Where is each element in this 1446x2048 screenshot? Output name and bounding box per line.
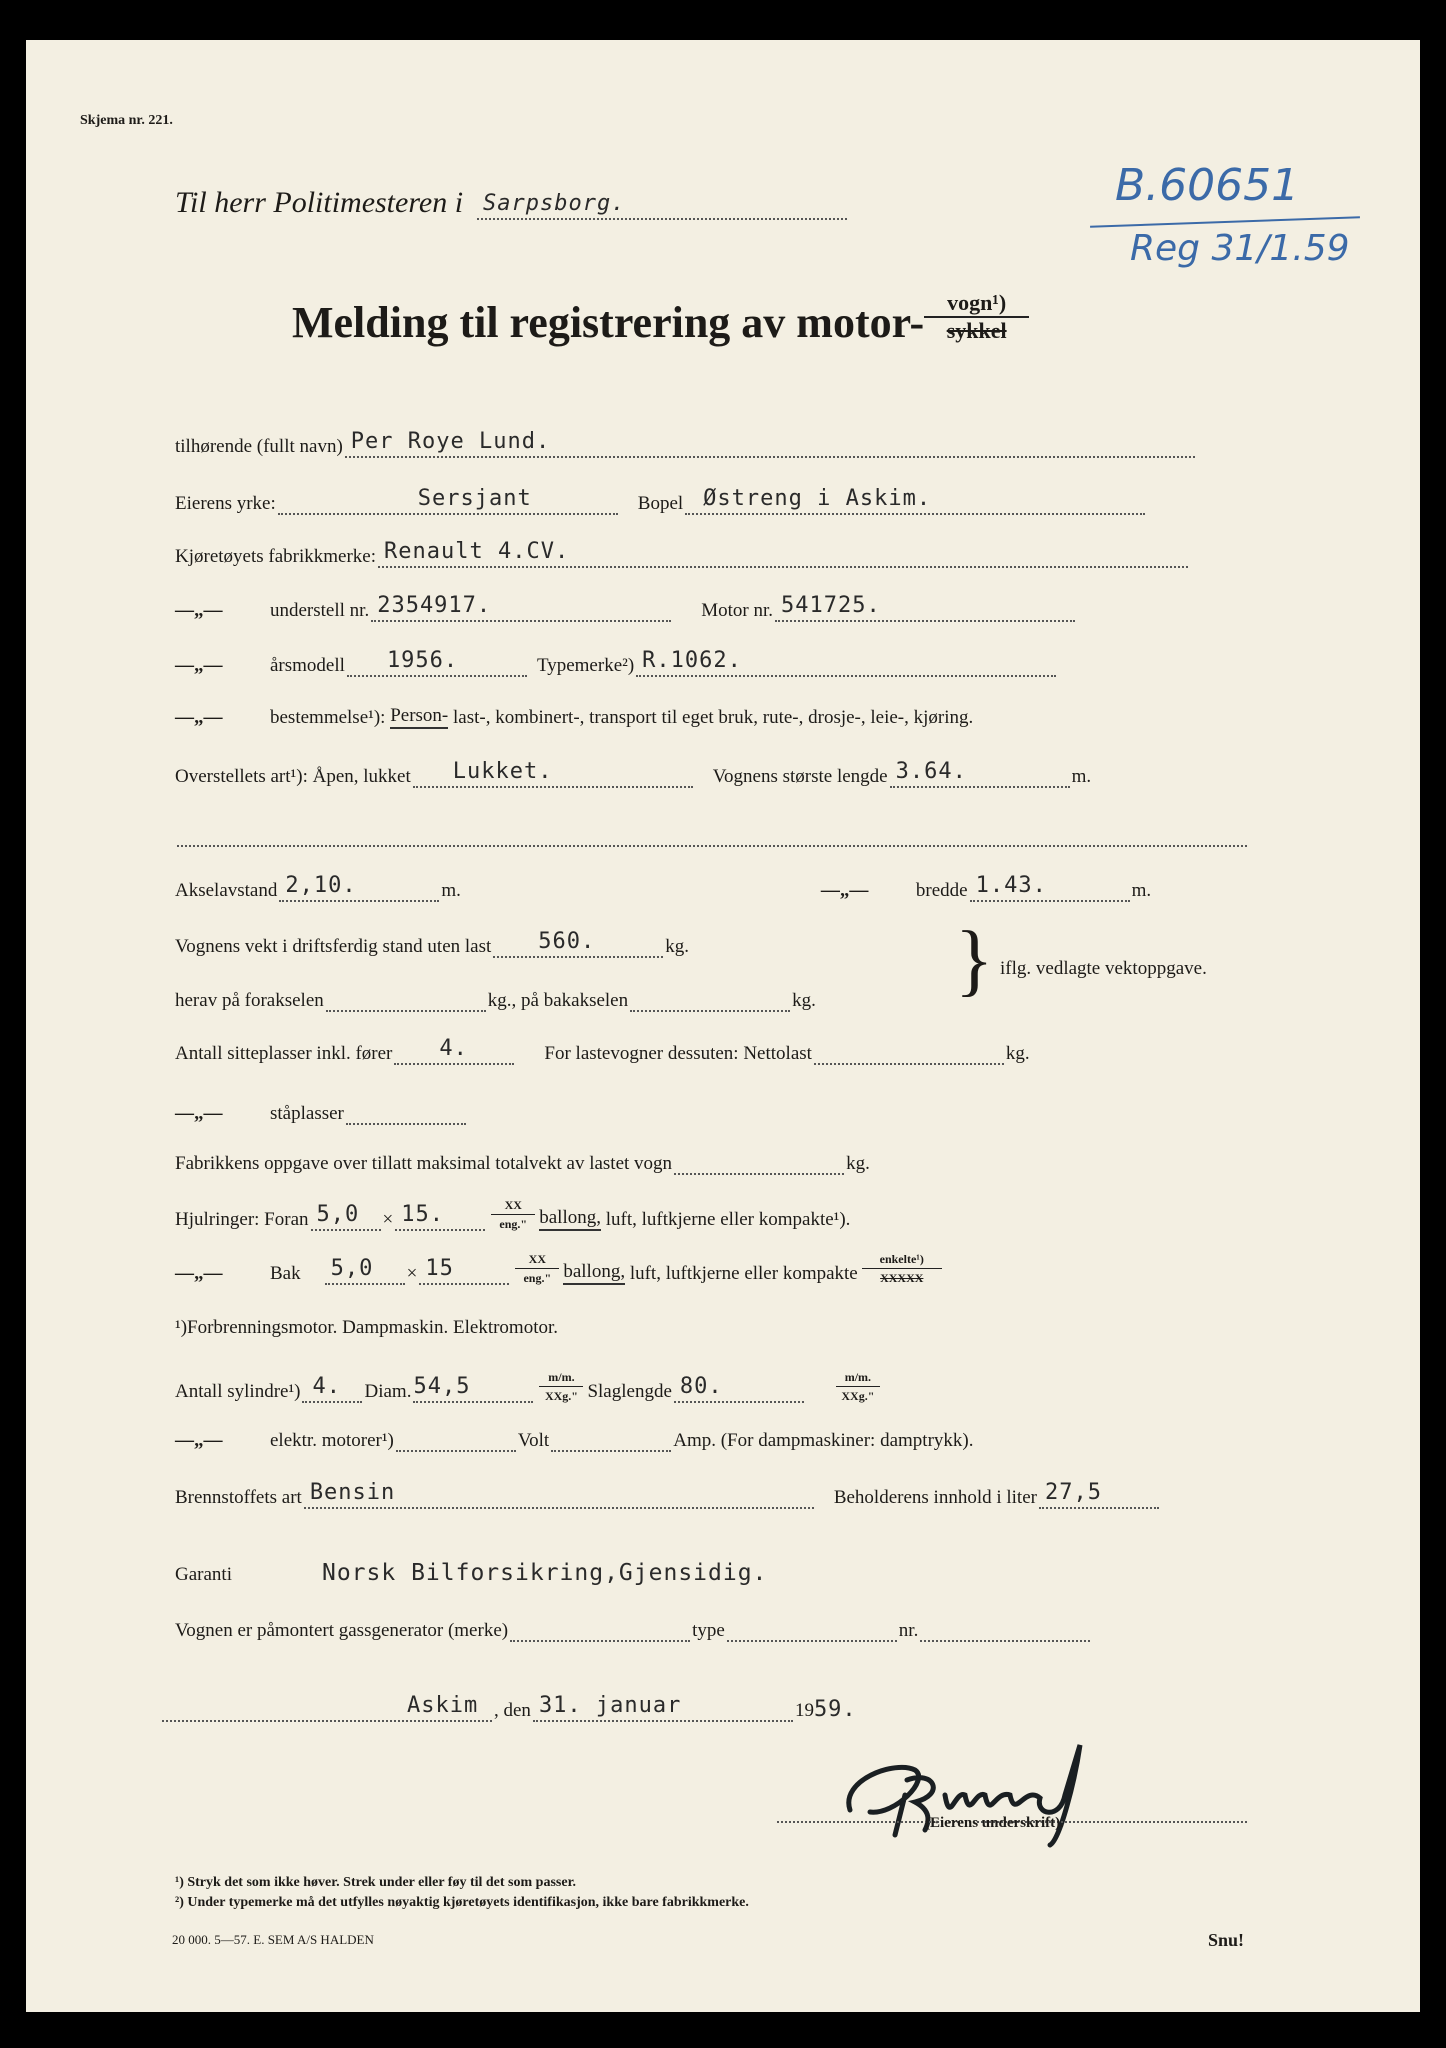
tank-field[interactable]: 27,5 bbox=[1039, 1481, 1159, 1509]
occupation-label: Eierens yrke: bbox=[175, 493, 276, 514]
den-label: , den bbox=[494, 1700, 531, 1721]
purpose-options: last-, kombinert-, transport til eget bruk, rute-, drosje-, leie-, kjøring. bbox=[453, 707, 974, 728]
ditto-mark: —„— bbox=[175, 1103, 223, 1124]
length-label: Vognens største lengde bbox=[712, 766, 888, 787]
gas-nr-field[interactable] bbox=[920, 1614, 1090, 1642]
amp-label: Amp. (For dampmaskiner: damptrykk). bbox=[673, 1430, 974, 1451]
tyre-selected: ballong, bbox=[563, 1261, 625, 1285]
ditto-mark: —„— bbox=[175, 707, 223, 728]
unit-fraction: $\frac{XX}{\text{eng."}}$ bbox=[491, 1198, 535, 1231]
title bbox=[292, 290, 1029, 348]
cyl-label: Antall sylindre¹) bbox=[175, 1381, 301, 1402]
volt-label: Volt bbox=[517, 1430, 550, 1451]
fuel-label: Brennstoffets art bbox=[175, 1487, 302, 1508]
front-tyre-width[interactable]: 5,0 bbox=[311, 1203, 381, 1231]
gas-nr-label: nr. bbox=[898, 1620, 919, 1641]
ditto-mark: —„— bbox=[820, 880, 869, 901]
occupation-field[interactable]: Sersjant bbox=[278, 487, 618, 515]
gas-field[interactable] bbox=[510, 1614, 690, 1642]
guarantee-value: Norsk Bilforsikring,Gjensidig. bbox=[321, 1560, 768, 1586]
unit-kg: kg. bbox=[792, 990, 816, 1011]
year-prefix: 19 bbox=[794, 1700, 814, 1721]
brace: } bbox=[955, 916, 994, 1004]
ditto-mark: —„— bbox=[175, 1263, 223, 1284]
addressee-label: Til herr Politimesteren i bbox=[175, 186, 464, 219]
body-field[interactable]: Lukket. bbox=[413, 760, 693, 788]
rear-tyre-rim[interactable]: 15 bbox=[419, 1257, 509, 1285]
cargo-field[interactable] bbox=[814, 1037, 1004, 1065]
motor-field[interactable]: 541725. bbox=[775, 594, 1075, 622]
blank-line[interactable] bbox=[177, 819, 1247, 847]
unit-kg: kg. bbox=[846, 1153, 870, 1174]
type-field[interactable]: R.1062. bbox=[636, 649, 1056, 677]
axle-label: Akselavstand bbox=[175, 880, 278, 901]
tyre-selected: ballong, bbox=[539, 1207, 601, 1231]
ditto-mark: —„— bbox=[175, 655, 223, 676]
gas-label: Vognen er påmontert gassgenerator (merke) bbox=[175, 1620, 509, 1641]
chassis-label: understell nr. bbox=[270, 600, 370, 621]
signature-caption: (Eierens underskrift). bbox=[925, 1815, 1064, 1831]
chassis-field[interactable]: 2354917. bbox=[371, 594, 671, 622]
enkelte-fraction: $\frac{\text{enkelte¹)}}{\text{XXXXX}}$ bbox=[862, 1252, 942, 1285]
residence-field[interactable]: Østreng i Askim. bbox=[685, 487, 1145, 515]
form-number: Skjema nr. 221. bbox=[80, 113, 173, 128]
front-tyre-rim[interactable]: 15. bbox=[395, 1203, 485, 1231]
weight-label: Vognens vekt i driftsferdig stand uten last bbox=[175, 936, 492, 957]
year-label: årsmodell bbox=[270, 655, 345, 676]
rear-tyre-label: Bak bbox=[270, 1263, 301, 1284]
diam-label: Diam. bbox=[364, 1381, 412, 1402]
purpose-label: bestemmelse¹): bbox=[270, 707, 386, 728]
width-label: bredde bbox=[915, 880, 968, 901]
footnote-1: ¹) Stryk det som ikke høver. Strek under eller føy til det som passer. bbox=[175, 1875, 576, 1890]
max-weight-label: Fabrikkens oppgave over tillatt maksimal totalvekt av lastet vogn bbox=[175, 1153, 673, 1174]
owner-field[interactable]: Per Roye Lund. bbox=[345, 430, 1195, 458]
front-tyre-label: Hjulringer: Foran bbox=[175, 1209, 309, 1230]
unit-kg: kg. bbox=[1005, 1043, 1030, 1064]
unit-kg: kg. bbox=[665, 936, 690, 957]
tank-label: Beholderens innhold i liter bbox=[833, 1487, 1037, 1508]
title-main: Melding til registrering av motor- bbox=[292, 298, 925, 347]
cargo-label: For lastevogner dessuten: Nettolast bbox=[544, 1043, 812, 1064]
type-label: Typemerke²) bbox=[536, 655, 635, 676]
owner-label: tilhørende (fullt navn) bbox=[175, 436, 343, 457]
body-label: Overstellets art¹): Åpen, lukket bbox=[175, 766, 411, 787]
front-axle-label: herav på forakselen bbox=[175, 990, 324, 1011]
electric-field[interactable] bbox=[396, 1424, 516, 1452]
tyre-options: luft, luftkjerne eller kompakte bbox=[629, 1263, 858, 1284]
purpose-selected: Person- bbox=[390, 705, 448, 729]
year-field[interactable]: 1956. bbox=[347, 649, 527, 677]
rear-tyre-width[interactable]: 5,0 bbox=[325, 1257, 405, 1285]
make-label: Kjøretøyets fabrikkmerke: bbox=[175, 546, 377, 567]
length-field[interactable]: 3.64. bbox=[890, 760, 1070, 788]
stroke-label: Slaglengde bbox=[587, 1381, 672, 1402]
ditto-mark: —„— bbox=[175, 600, 223, 621]
engine-note: ¹)Forbrenningsmotor. Dampmaskin. Elektromotor. bbox=[175, 1317, 559, 1338]
stroke-field[interactable]: 80. bbox=[674, 1375, 804, 1403]
printer-imprint: 20 000. 5—57. E. SEM A/S HALDEN bbox=[172, 1932, 374, 1947]
unit-fraction: $\frac{m/m.}{\text{XXg."}}$ bbox=[836, 1370, 880, 1403]
standing-field[interactable] bbox=[346, 1097, 466, 1125]
unit-fraction: $\frac{m/m.}{\text{XXg."}}$ bbox=[539, 1370, 583, 1403]
standing-label: ståplasser bbox=[270, 1103, 344, 1124]
unit-fraction: $\frac{XX}{\text{eng."}}$ bbox=[515, 1252, 559, 1285]
max-weight-field[interactable] bbox=[674, 1147, 844, 1175]
front-axle-field[interactable] bbox=[326, 984, 486, 1012]
cyl-field[interactable]: 4. bbox=[302, 1375, 362, 1403]
volt-field[interactable] bbox=[551, 1424, 671, 1452]
unit-m: m. bbox=[1071, 766, 1092, 787]
weight-field[interactable]: 560. bbox=[493, 930, 663, 958]
guarantee-label: Garanti bbox=[175, 1564, 232, 1585]
electric-label: elektr. motorer¹) bbox=[270, 1430, 394, 1451]
axle-field[interactable]: 2,10. bbox=[279, 874, 439, 902]
rear-axle-label: kg., på bakakselen bbox=[487, 990, 629, 1011]
sign-year: 59. bbox=[813, 1697, 857, 1722]
gas-type-field[interactable] bbox=[727, 1614, 897, 1642]
handwritten-reg: Reg 31/1.59 bbox=[1130, 228, 1350, 269]
tyre-options: luft, luftkjerne eller kompakte¹). bbox=[605, 1209, 851, 1230]
footnote-2: ²) Under typemerke må det utfylles nøyaktig kjøretøyets identifikasjon, ikke bare fabrikkmerke. bbox=[175, 1895, 749, 1910]
seats-field[interactable]: 4. bbox=[394, 1037, 514, 1065]
rear-axle-field[interactable] bbox=[630, 984, 790, 1012]
addressee-row bbox=[175, 186, 849, 220]
residence-label: Bopel bbox=[637, 493, 684, 514]
ditto-mark: —„— bbox=[175, 1430, 223, 1451]
unit-m: m. bbox=[441, 880, 461, 901]
seats-label: Antall sitteplasser inkl. fører bbox=[175, 1043, 393, 1064]
gas-type-label: type bbox=[692, 1620, 725, 1641]
place-field[interactable]: Askim bbox=[162, 1694, 492, 1722]
addressee-field[interactable]: Sarpsborg. bbox=[477, 192, 847, 220]
unit-m: m. bbox=[1131, 880, 1152, 901]
date-field[interactable]: 31. januar bbox=[533, 1694, 793, 1722]
turn-over-note: Snu! bbox=[1208, 1930, 1245, 1950]
handwritten-number: B.60651 bbox=[1115, 160, 1300, 211]
make-field[interactable]: Renault 4.CV. bbox=[378, 540, 1188, 568]
width-field[interactable]: 1.43. bbox=[970, 874, 1130, 902]
diam-field[interactable]: 54,5 bbox=[413, 1375, 533, 1403]
weight-note: iflg. vedlagte vektoppgave. bbox=[1000, 958, 1207, 979]
motor-label: Motor nr. bbox=[701, 600, 773, 621]
title-sykkel-struck: sykkel bbox=[946, 318, 1007, 343]
fuel-field[interactable]: Bensin bbox=[304, 1481, 814, 1509]
title-vogn: vogn¹) bbox=[947, 290, 1007, 315]
